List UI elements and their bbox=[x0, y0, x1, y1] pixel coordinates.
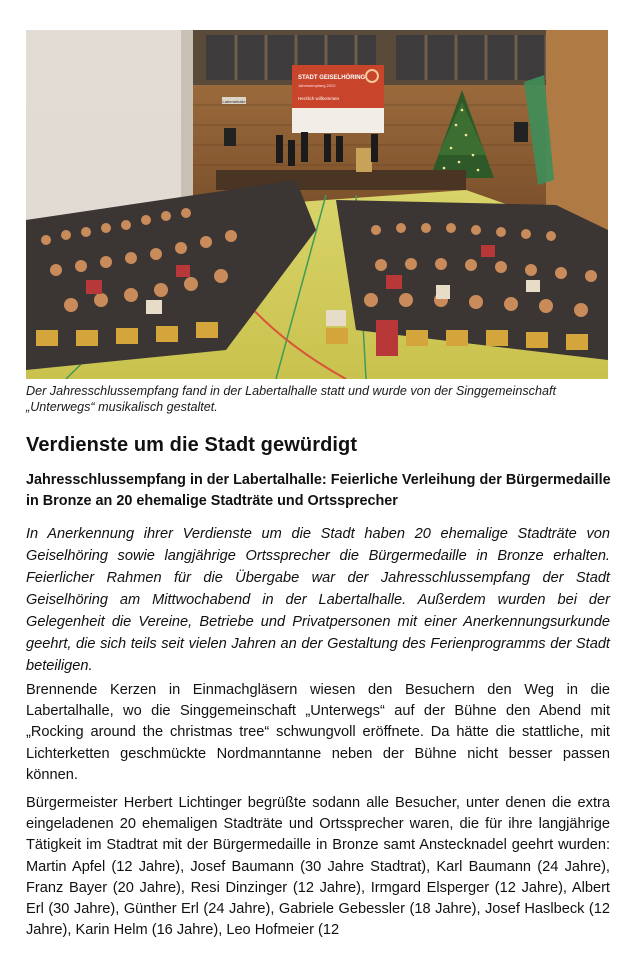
event-photo bbox=[26, 30, 608, 379]
article-lead: In Anerkennung ihrer Verdienste um die Stadt haben 20 ehemalige Stadträte von Geiselhöring sowie langjährige Ortssprecher die Bürgermedaille in Bronze erhalten. Feierlicher Rahmen für die Übergabe war der Jahresschlussempfang der Stadt Geiselhöring am Mittwochabend in der Labertalhalle. Außerdem wurden bei der Gelegenheit die Vereine, Betriebe und Privatpersonen mit einer Anerkennungsurkunde geehrt, die sich teils seit vielen Jahren an der Gestaltung des Ferienprogramms der Stadt beteiligen. bbox=[26, 526, 610, 674]
photo-caption: Der Jahresschlussempfang fand in der Labertalhalle statt und wurde von der Singgemeinschaft „Unterwegs“ musikalisch gestaltet. bbox=[26, 384, 556, 414]
article-headline: Verdienste um die Stadt gewürdigt bbox=[26, 434, 358, 456]
hall-sign: Labertalhalle bbox=[222, 99, 246, 104]
article-subheadline: Jahresschlussempfang in der Labertalhalle: Feierliche Verleihung der Bürgermedaille in Bronze an 20 ehemalige Stadträte und Ortssprecher bbox=[26, 472, 611, 509]
article-paragraph: Brennende Kerzen in Einmachgläsern wiesen den Besuchern den Weg in die Labertalhalle, wo die Singgemeinschaft „Unterwegs“ auf der Bühne den Abend mit „Rocking around the christmas tree“ schwungvoll eröffnete. Da hätte die stattliche, mit Lichterketten geschmückte Nordmanntanne neben der Bühne nicht besser passen können. bbox=[26, 682, 610, 783]
article-paragraph: Bürgermeister Herbert Lichtinger begrüßte sodann alle Besucher, unter denen die extra eingeladenen 20 ehemaligen Stadträte und Ortssprecher waren, die für ihre langjährige Tätigkeit im Stadtrat mit der Bürgermedaille in Bronze samt Anstecknadel geehrt wurden: Martin Apfel (12 Jahre), Josef Baumann (30 Jahre Stadtrat), Karl Baumann (24 Jahre), Franz Bayer (20 Jahre), Resi Dinzinger (12 Jahre), Irmgard Elsperger (12 Jahre), Albert Erl (30 Jahre), Günther Erl (24 Jahre), Gabriele Gebessler (18 Jahre), Josef Haslbeck (12 Jahre), Karin Helm (16 Jahre), Leo Hofmeier (12 bbox=[26, 795, 610, 939]
screen-text: Herzlich willkommen bbox=[298, 96, 340, 101]
screen-subtitle: Jahresempfang 2022 bbox=[298, 83, 336, 88]
screen-title: STADT GEISELHÖRING bbox=[298, 75, 366, 81]
